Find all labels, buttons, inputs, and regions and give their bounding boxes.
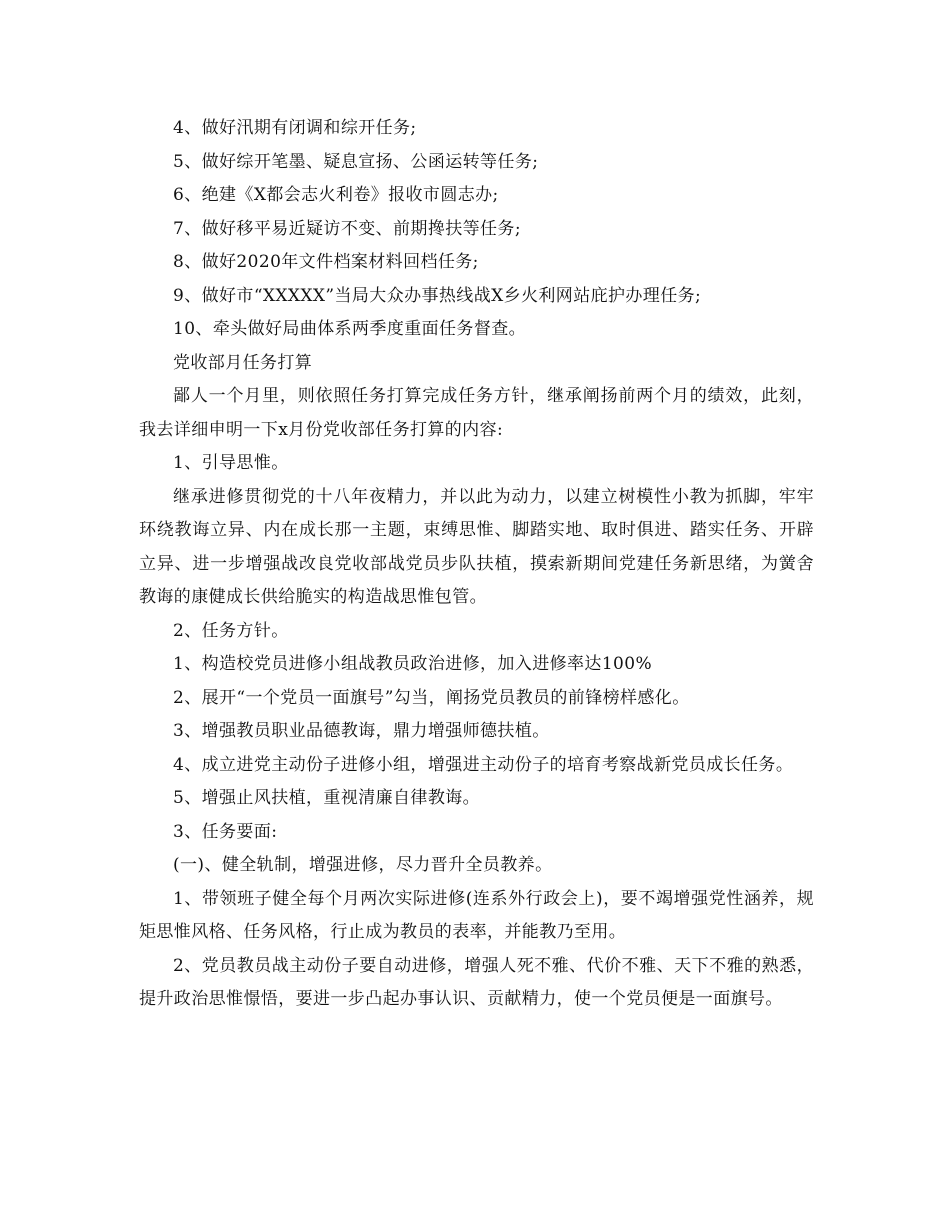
list-item-resettlement: 7、做好移平易近疑访不变、前期搀扶等任务; (173, 218, 521, 239)
list-item-writing-publicity: 5、做好综开笔墨、疑息宣扬、公函运转等任务; (173, 151, 539, 172)
goal-item-4: 4、成立进党主动份子进修小组，增强进主动份子的培育考察战新党员成长任务。 (173, 754, 794, 775)
goal-item-5: 5、增强止风扶植，重视清廉自律教诲。 (173, 788, 481, 808)
body-paragraph-guiding-thought: 继承进修贯彻党的十八年夜精力，并以此为动力，以建立树模性小教为抓脚，牢牢环绕教诲立异、内在成长那一主题，束缚思惟、脚踏实地、取时俱进、踏实任务、开辟立异、进一步增强战改良党收部战党员步队扶植，摸索新期间党建任务新思绪，为黉舍教诲的康健成长供给脆实的构造战思惟包管。 (139, 486, 814, 607)
goal-item-3: 3、增强教员职业品德教诲，鼎力增强师德扶植。 (173, 721, 550, 741)
list-item-archives: 8、做好2020年文件档案材料回档任务; (173, 252, 479, 272)
goal-item-2: 2、展开“一个党员一面旗号”勾当，阐扬党员教员的前锋榜样感化。 (173, 687, 690, 708)
heading-work-goals: 2、任务方针。 (173, 620, 289, 641)
heading-guiding-thought: 1、引导思惟。 (173, 453, 289, 473)
section-title: 党收部月任务打算 (173, 352, 313, 373)
list-item-local-chronicle: 6、绝建《X都会志火利卷》报收市圆志办; (173, 185, 499, 205)
document-body (139, 112, 814, 1017)
subheading-system: (一)、健全轨制，增强进修，尽力晋升全员教养。 (173, 855, 553, 875)
goal-item-1: 1、构造校党员进修小组战教员政治进修，加入进修率达100% (173, 654, 653, 674)
list-item-flood-season: 4、做好汛期有闭调和综开任务; (173, 118, 417, 138)
list-item-supervision: 10、牵头做好局曲体系两季度重面任务督查。 (173, 319, 527, 339)
heading-work-points: 3、任务要面: (173, 821, 278, 842)
list-item-hotline-website: 9、做好市“XXXXX”当局大众办事热线战X乡火利网站庇护办理任务; (173, 285, 702, 306)
point-item-1: 1、带领班子健全每个月两次实际进修(连系外行政会上)，要不竭增强党性涵养，规矩思惟风格、任务风格，行止成为教员的表率，并能教乃至用。 (139, 888, 814, 942)
intro-paragraph: 鄙人一个月里，则依照任务打算完成任务方针，继承阐扬前两个月的绩效，此刻，我去详细申明一下x月份党收部任务打算的内容: (139, 386, 814, 440)
point-item-2: 2、党员教员战主动份子要自动进修，增强人死不雅、代价不雅、天下不雅的熟悉，提升政治思惟憬悟，要进一步凸起办事认识、贡献精力，使一个党员便是一面旗号。 (139, 955, 814, 1009)
